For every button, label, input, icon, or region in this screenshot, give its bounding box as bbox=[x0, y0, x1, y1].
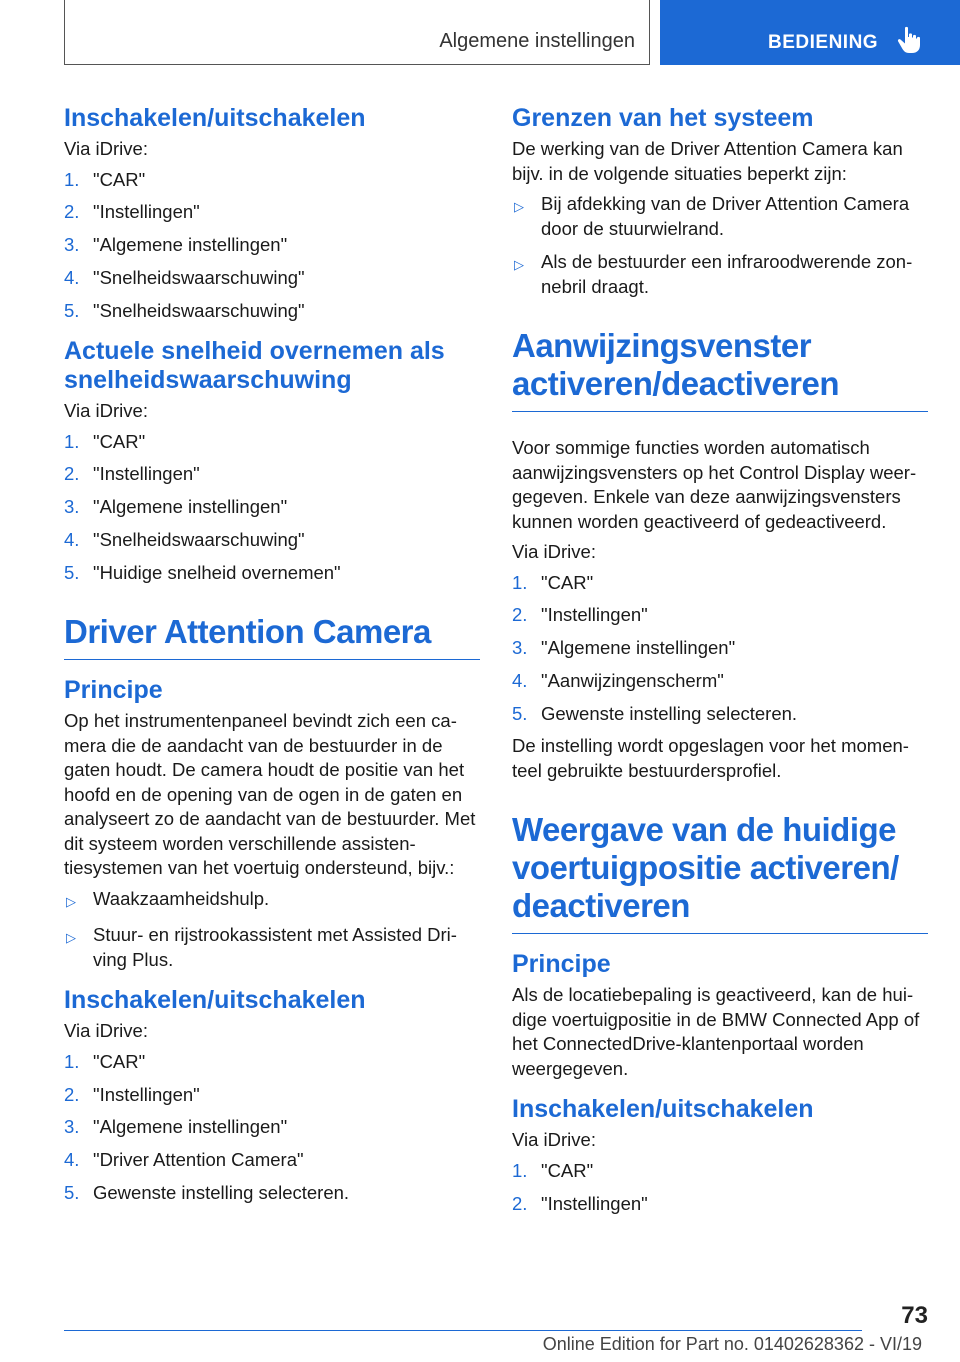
step-number: 5. bbox=[64, 299, 80, 321]
chapter-heading: Weergave van de huidige voertuigpositie activeren/ deactiveren bbox=[512, 811, 899, 925]
bullet-list bbox=[512, 192, 928, 299]
bullet-text: Als de bestuurder een infraroodwerende zonnebril draagt. bbox=[541, 251, 913, 297]
list-item bbox=[512, 603, 928, 628]
list-item bbox=[64, 1083, 480, 1108]
list-item bbox=[64, 887, 480, 915]
left-column bbox=[64, 100, 480, 1214]
triangle-bullet-icon: ▷ bbox=[66, 893, 76, 909]
step-number: 4. bbox=[64, 529, 80, 551]
list-item bbox=[512, 192, 928, 241]
intro-text: Via iDrive: bbox=[512, 541, 596, 562]
step-number: 2. bbox=[64, 1083, 80, 1105]
list-item bbox=[64, 923, 480, 972]
chapter-heading: Driver Attention Camera bbox=[64, 613, 431, 651]
step-list bbox=[512, 571, 928, 727]
step-number: 4. bbox=[64, 1149, 80, 1171]
body-paragraph: De instelling wordt opgeslagen voor het momenteel gebruikte bestuurdersprofiel. bbox=[512, 735, 909, 781]
list-item bbox=[64, 1181, 480, 1206]
step-text: "Instellingen" bbox=[93, 1083, 200, 1105]
section-heading: Inschakelen/uitschakelen bbox=[512, 1095, 814, 1124]
list-item bbox=[64, 528, 480, 553]
step-number: 5. bbox=[512, 702, 528, 724]
step-number: 2. bbox=[512, 1192, 528, 1214]
bullet-text: Waakzaamheidshulp. bbox=[93, 887, 270, 909]
step-text: "Instellingen" bbox=[93, 463, 200, 485]
step-number: 1. bbox=[64, 430, 80, 452]
intro-text: Via iDrive: bbox=[512, 1129, 596, 1151]
body-paragraph: Als de locatiebepaling is geactiveerd, kan de huidige voertuigpositie in de BMW Connected App of het ConnectedDrive-klantenportaal worden weergegeven. bbox=[512, 984, 920, 1079]
right-column bbox=[512, 100, 928, 1225]
step-text: "CAR" bbox=[541, 1159, 594, 1181]
header-chapter-tab bbox=[660, 0, 960, 65]
step-list bbox=[64, 1050, 480, 1206]
step-number: 3. bbox=[64, 496, 80, 518]
list-item bbox=[512, 1159, 928, 1184]
step-number: 5. bbox=[64, 1182, 80, 1204]
step-text: Gewenste instelling selecteren. bbox=[541, 702, 798, 724]
step-number: 1. bbox=[64, 1050, 80, 1072]
step-list bbox=[512, 1159, 928, 1216]
step-text: "CAR" bbox=[93, 430, 146, 452]
step-text: "Snelheidswaarschuwing" bbox=[93, 266, 305, 288]
step-text: "CAR" bbox=[93, 1050, 146, 1072]
list-item bbox=[512, 1192, 928, 1217]
section-heading: Principe bbox=[512, 950, 611, 979]
section-heading: Inschakelen/uitschakelen bbox=[64, 104, 366, 132]
section-heading: Grenzen van het systeem bbox=[512, 104, 814, 132]
footer-rule bbox=[64, 1330, 862, 1331]
list-item bbox=[64, 266, 480, 291]
triangle-bullet-icon: ▷ bbox=[66, 930, 76, 946]
step-text: "Aanwijzingenscherm" bbox=[541, 669, 724, 691]
heading-rule bbox=[512, 933, 928, 934]
bullet-list bbox=[64, 887, 480, 973]
step-text: "Huidige snelheid overnemen" bbox=[93, 561, 341, 583]
intro-text: Via iDrive: bbox=[64, 400, 148, 422]
list-item bbox=[512, 636, 928, 661]
triangle-bullet-icon: ▷ bbox=[514, 257, 524, 272]
step-number: 1. bbox=[64, 168, 80, 190]
step-text: "Instellingen" bbox=[541, 1192, 648, 1214]
header-section-box bbox=[64, 0, 650, 65]
page-number: 73 bbox=[901, 1302, 928, 1329]
heading-rule bbox=[64, 659, 480, 660]
step-list bbox=[64, 430, 480, 586]
list-item bbox=[512, 250, 928, 299]
step-text: "Algemene instellingen" bbox=[93, 496, 288, 518]
list-item bbox=[512, 571, 928, 596]
step-number: 5. bbox=[64, 561, 80, 583]
step-number: 3. bbox=[64, 1116, 80, 1138]
step-number: 3. bbox=[64, 234, 80, 256]
list-item bbox=[64, 495, 480, 520]
section-heading: Inschakelen/uitschakelen bbox=[64, 986, 366, 1015]
list-item bbox=[512, 669, 928, 694]
step-number: 2. bbox=[512, 604, 528, 626]
list-item bbox=[64, 200, 480, 225]
list-item bbox=[64, 430, 480, 455]
step-text: "CAR" bbox=[93, 168, 146, 190]
heading-rule bbox=[512, 411, 928, 412]
list-item bbox=[64, 561, 480, 586]
step-number: 3. bbox=[512, 637, 528, 659]
edition-note: Online Edition for Part no. 01402628362 - VI/19 bbox=[542, 1334, 922, 1354]
step-text: "Snelheidswaarschuwing" bbox=[93, 299, 305, 321]
step-text: "CAR" bbox=[541, 571, 594, 593]
list-item bbox=[64, 299, 480, 324]
step-text: "Algemene instellingen" bbox=[93, 234, 288, 256]
header-section-title: Algemene instellingen bbox=[439, 30, 635, 52]
bullet-text: Bij afdekking van de Driver Attention Camera door de stuurwielrand. bbox=[541, 193, 910, 239]
list-item bbox=[512, 702, 928, 727]
step-text: "Snelheidswaarschuwing" bbox=[93, 529, 305, 551]
step-text: "Algemene instellingen" bbox=[93, 1116, 288, 1138]
step-number: 2. bbox=[64, 463, 80, 485]
step-text: "Algemene instellingen" bbox=[541, 637, 736, 659]
step-text: "Driver Attention Camera" bbox=[93, 1149, 304, 1171]
intro-text: Via iDrive: bbox=[64, 138, 148, 159]
list-item bbox=[64, 1050, 480, 1075]
step-number: 2. bbox=[64, 201, 80, 223]
chapter-heading: Aanwijzingsvenster activeren/deactiveren bbox=[512, 327, 840, 402]
list-item bbox=[64, 462, 480, 487]
body-paragraph: De werking van de Driver Attention Camera kan bijv. in de volgende situaties beperkt zijn: bbox=[512, 138, 903, 184]
step-text: Gewenste instelling selecteren. bbox=[93, 1182, 350, 1204]
step-number: 4. bbox=[512, 669, 528, 691]
step-number: 1. bbox=[512, 1159, 528, 1181]
step-list bbox=[64, 168, 480, 324]
body-paragraph: Voor sommige functies worden automatisch aanwijzingsvensters op het Control Display weergegeven. Enkele van deze aanwijzingsvensters kunnen worden geactiveerd of gedeactiveerd. bbox=[512, 437, 917, 532]
step-number: 1. bbox=[512, 571, 528, 593]
step-text: "Instellingen" bbox=[93, 201, 200, 223]
step-number: 4. bbox=[64, 266, 80, 288]
section-heading: Actuele snelheid overnemen als snelheidswaarschuwing bbox=[64, 337, 445, 395]
bullet-text: Stuur- en rijstrookassistent met Assisted Driving Plus. bbox=[93, 924, 457, 970]
list-item bbox=[64, 1115, 480, 1140]
header-chapter-label: BEDIENING bbox=[768, 32, 879, 53]
list-item bbox=[64, 233, 480, 258]
intro-text: Via iDrive: bbox=[64, 1020, 148, 1042]
body-paragraph: Op het instrumentenpaneel bevindt zich een camera die de aandacht van de bestuurder in de gaten houdt. De camera houdt de positie van het hoofd en de opening van de ogen in de gaten en analyseert zo de aandacht van de bestuurder. Met dit systeem worden verschillende assistentiesystemen van het voertuig ondersteund, bijv.: bbox=[64, 710, 476, 879]
list-item bbox=[64, 168, 480, 193]
section-heading: Principe bbox=[64, 676, 163, 705]
list-item bbox=[64, 1148, 480, 1173]
step-text: "Instellingen" bbox=[541, 604, 648, 626]
pointing-hand-icon bbox=[896, 26, 922, 54]
triangle-bullet-icon: ▷ bbox=[514, 199, 524, 214]
